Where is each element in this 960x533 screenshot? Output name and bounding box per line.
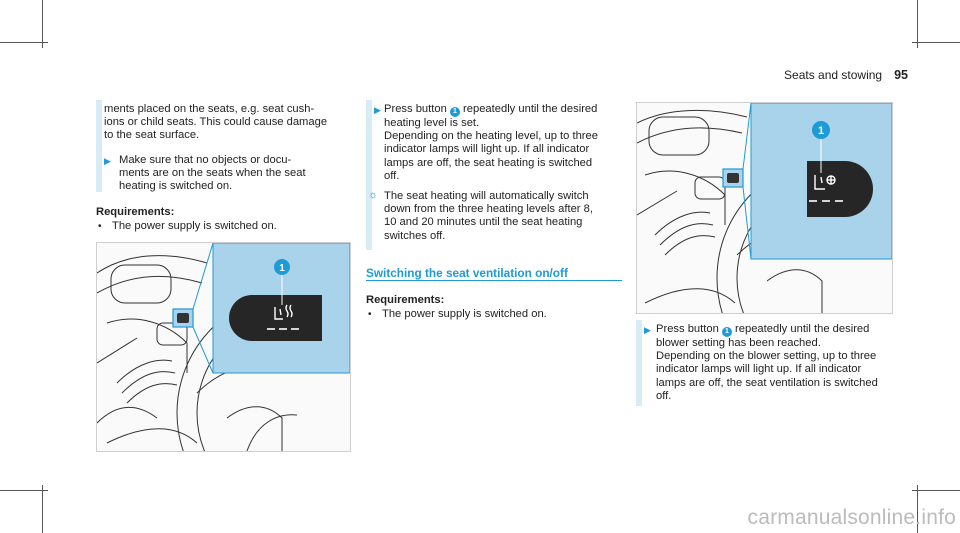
text-line: ments are on the seats when the seat: [119, 167, 306, 180]
step-text: repeatedly until the desired: [463, 103, 598, 115]
text-line: The seat heating will automatically switch: [384, 190, 589, 202]
watermark: carmanualsonline.info: [747, 506, 956, 529]
text-line: ions or child seats. This could cause damage: [104, 116, 328, 129]
requirements-title: Requirements:: [96, 206, 175, 218]
play-arrow-icon: ▶: [104, 156, 111, 166]
svg-text:1: 1: [817, 125, 825, 137]
instruction-step: [384, 103, 624, 183]
text-line: 10 and 20 minutes until the seat heating: [384, 216, 583, 229]
text-line: switches off.: [384, 229, 446, 242]
requirement-item: The power supply is switched on.: [112, 220, 277, 232]
text-line: Make sure that no objects or docu-: [119, 154, 292, 166]
callout-marker: 1: [450, 107, 460, 117]
page-number: 95: [894, 68, 908, 82]
text-line: [384, 103, 624, 117]
text-line: Depending on the blower setting, up to three: [656, 350, 877, 363]
text-line: heating level is set.: [384, 117, 480, 129]
info-note: [384, 190, 624, 243]
text-line: blower setting has been reached.: [656, 337, 821, 349]
svg-text:1: 1: [279, 263, 285, 274]
dashboard-illustration: [97, 243, 350, 451]
crop-mark: [912, 490, 960, 491]
text-line: lamps are off, the seat heating is switched: [384, 156, 593, 169]
crop-mark: [42, 485, 43, 533]
instruction-step: [656, 323, 896, 403]
text-line: off.: [384, 169, 400, 182]
step-text: repeatedly until the desired: [735, 323, 870, 335]
callout-marker: 1: [722, 327, 732, 337]
text-line: [656, 323, 896, 337]
info-bulb-icon: ☼: [368, 189, 379, 201]
text-line: heating is switched on.: [119, 180, 233, 193]
crop-mark: [917, 0, 918, 48]
requirement-item: The power supply is switched on.: [382, 308, 547, 320]
bullet-icon: •: [368, 309, 372, 320]
dashboard-illustration: [637, 103, 892, 313]
text-line: lamps are off, the seat ventilation is switched: [656, 376, 878, 389]
step-bar: [366, 100, 372, 250]
note-bar: [96, 100, 102, 192]
section-heading: Switching the seat ventilation on/off: [366, 266, 568, 280]
crop-mark: [0, 490, 48, 491]
crop-mark: [912, 42, 960, 43]
text-line: down from the three heating levels after 8,: [384, 203, 593, 216]
figure-seat-ventilation: [636, 102, 893, 314]
text-line: to the seat surface.: [104, 129, 200, 142]
play-arrow-icon: ▶: [374, 105, 381, 115]
note-step: [119, 154, 349, 194]
heading-underline: [366, 280, 622, 281]
text-line: indicator lamps will light up. If all indicator: [656, 363, 862, 376]
intro-paragraph: [104, 103, 344, 143]
text-line: off.: [656, 389, 672, 402]
requirements-title: Requirements:: [366, 294, 445, 306]
step-text: Press button: [384, 103, 447, 115]
bullet-icon: •: [98, 221, 102, 232]
text-line: ments placed on the seats, e.g. seat cush-: [104, 103, 315, 115]
step-text: Press button: [656, 323, 719, 335]
figure-seat-heating: [96, 242, 351, 452]
crop-mark: [42, 0, 43, 48]
crop-mark: [0, 42, 48, 43]
text-line: Depending on the heating level, up to three: [384, 130, 598, 143]
play-arrow-icon: ▶: [644, 325, 651, 335]
text-line: indicator lamps will light up. If all indicator: [384, 143, 590, 156]
section-title: Seats and stowing: [784, 68, 883, 82]
running-header: [784, 68, 908, 82]
step-bar: [636, 320, 642, 406]
